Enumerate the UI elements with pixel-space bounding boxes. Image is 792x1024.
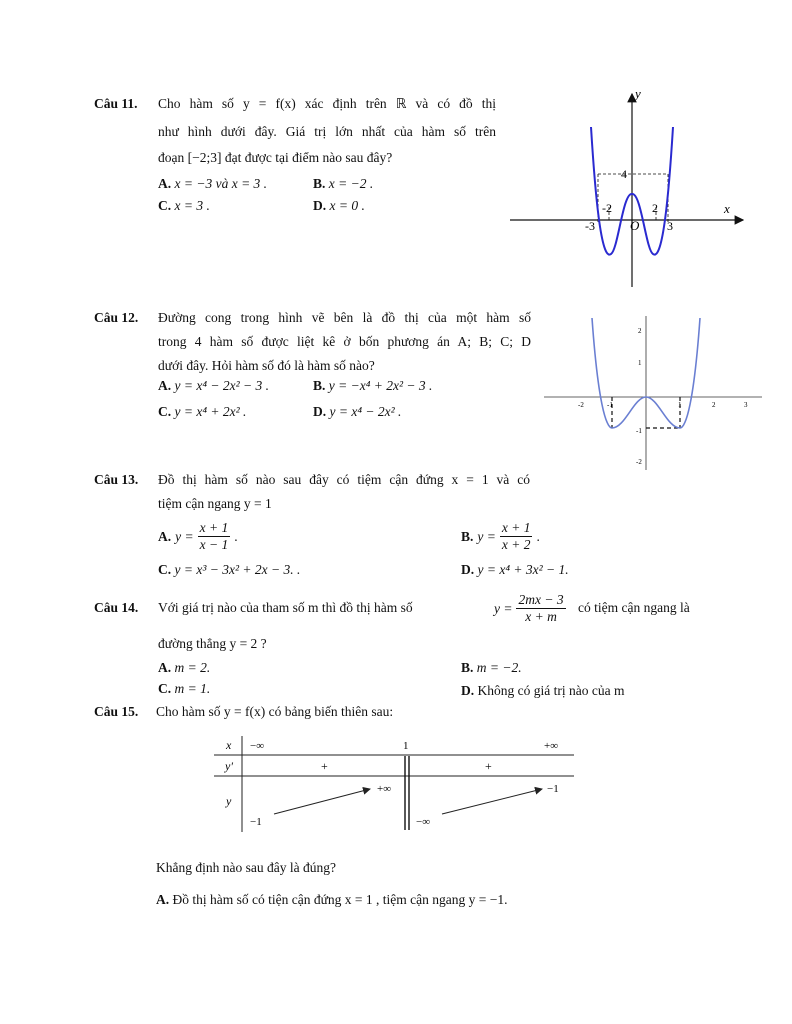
- numerator: x + 1: [501, 520, 531, 535]
- question-12-option-d[interactable]: D. y = x⁴ − 2x² .: [313, 404, 402, 419]
- numerator: x + 1: [199, 520, 229, 535]
- fraction: [516, 592, 565, 625]
- question-14-line-2: đường thẳng y = 2 ?: [158, 636, 267, 651]
- x-value-1: 1: [403, 740, 409, 752]
- question-13-option-b[interactable]: [461, 520, 540, 553]
- x-value-neg-inf: −∞: [250, 740, 265, 752]
- tick-x-minus-1: -1: [607, 401, 613, 409]
- tick-x-minus-2: -2: [578, 401, 584, 409]
- question-11-number: Câu 11.: [94, 96, 138, 111]
- tick-y-2: 2: [638, 327, 642, 335]
- row-label-y: y: [226, 794, 232, 808]
- function-lhs: y =: [494, 600, 513, 616]
- increase-arrow-left: [274, 789, 370, 814]
- numerator: 2mx − 3: [518, 592, 564, 607]
- question-11-option-a[interactable]: A. x = −3 và x = 3 .: [158, 176, 268, 191]
- question-15-option-a[interactable]: A. Đồ thị hàm số có tiện cận đứng x = 1 , tiệm cận ngang y = −1.: [156, 892, 508, 907]
- option-text: y = x⁴ − 2x² .: [329, 404, 402, 419]
- x-axis-label: x: [724, 201, 730, 216]
- question-13-line-2: tiệm cận ngang y = 1: [158, 496, 272, 511]
- question-15-number: Câu 15.: [94, 704, 139, 719]
- question-14-option-c[interactable]: C. m = 1.: [158, 681, 211, 696]
- row-label-y-prime: y': [225, 759, 233, 773]
- question-12-line-3: dưới đây. Hỏi hàm số đó là hàm số nào?: [158, 358, 375, 373]
- tick-y-minus-2: -2: [636, 458, 642, 466]
- question-11-graph: [505, 82, 750, 292]
- question-11-line-1: Cho hàm số y = f(x) xác định trên ℝ và có đồ thị: [158, 96, 496, 111]
- question-11-option-d[interactable]: D. x = 0 .: [313, 198, 365, 213]
- denominator: x − 1: [199, 537, 229, 552]
- option-text: x = −3 và x = 3 .: [174, 176, 268, 191]
- question-14-number: Câu 14.: [94, 600, 139, 615]
- tick-y-minus-1: -1: [636, 427, 642, 435]
- option-text: m = 1.: [174, 681, 211, 696]
- denominator: x + m: [525, 609, 557, 624]
- tick-x-3: 3: [744, 401, 748, 409]
- option-lhs: y =: [175, 528, 194, 544]
- option-text: m = −2.: [476, 660, 522, 675]
- tick-3: 3: [667, 219, 673, 233]
- option-end: .: [536, 528, 540, 544]
- question-14-function: [494, 592, 566, 625]
- option-lhs: y =: [477, 528, 496, 544]
- question-12-option-a[interactable]: A. y = x⁴ − 2x² − 3 .: [158, 378, 270, 393]
- question-12-graph: [540, 312, 765, 472]
- question-14-option-b[interactable]: B. m = −2.: [461, 660, 522, 675]
- y-value-left-end: +∞: [377, 783, 392, 795]
- tick-2: 2: [652, 201, 658, 215]
- option-text: y = x³ − 3x² + 2x − 3. .: [174, 562, 301, 577]
- sign-right: +: [485, 759, 492, 773]
- option-text: Không có giá trị nào của m: [477, 683, 625, 698]
- question-11-option-c[interactable]: C. x = 3 .: [158, 198, 210, 213]
- option-label: B.: [461, 528, 474, 544]
- question-11-line-2: như hình dưới đây. Giá trị lớn nhất của hàm số trên: [158, 124, 496, 139]
- question-13-option-d[interactable]: D. y = x⁴ + 3x² − 1.: [461, 562, 569, 577]
- x-value-pos-inf: +∞: [544, 740, 559, 752]
- option-text: y = x⁴ − 2x² − 3 .: [174, 378, 270, 393]
- question-13-option-c[interactable]: C. y = x³ − 3x² + 2x − 3. .: [158, 562, 301, 577]
- variation-table: [214, 732, 576, 834]
- tick-minus-3: -3: [585, 219, 595, 233]
- tick-x-1: 1: [678, 401, 682, 409]
- question-14-line-1: Với giá trị nào của tham số m thì đồ thị hàm số: [158, 600, 413, 615]
- question-11-line-3: đoạn [−2;3] đạt được tại điểm nào sau đây?: [158, 150, 393, 165]
- y-value-right-start: −∞: [416, 816, 431, 828]
- sign-left: +: [321, 759, 328, 773]
- question-14-option-a[interactable]: A. m = 2.: [158, 660, 211, 675]
- option-text: x = 0 .: [329, 198, 365, 213]
- question-13-line-1: Đồ thị hàm số nào sau đây có tiệm cận đứng x = 1 và có: [158, 472, 530, 487]
- question-12-line-1: Đường cong trong hình vẽ bên là đồ thị của một hàm số: [158, 310, 531, 325]
- question-12-line-2: trong 4 hàm số được liệt kê ở bốn phương án A; B; C; D: [158, 334, 531, 349]
- option-text: y = x⁴ + 3x² − 1.: [477, 562, 569, 577]
- fraction: [500, 520, 533, 553]
- option-label: A.: [158, 528, 172, 544]
- question-14-option-d[interactable]: D. Không có giá trị nào của m: [461, 683, 625, 698]
- question-11-option-b[interactable]: B. x = −2 .: [313, 176, 374, 191]
- option-text: Đồ thị hàm số có tiện cận đứng x = 1 , tiệm cận ngang y = −1.: [172, 892, 508, 907]
- y-value-right-end: −1: [547, 783, 559, 795]
- increase-arrow-right: [442, 789, 542, 814]
- option-text: m = 2.: [174, 660, 211, 675]
- question-15-prompt: Khẳng định nào sau đây là đúng?: [156, 860, 336, 875]
- question-12-option-c[interactable]: C. y = x⁴ + 2x² .: [158, 404, 247, 419]
- question-12-option-b[interactable]: B. y = −x⁴ + 2x² − 3 .: [313, 378, 433, 393]
- option-text: x = −2 .: [328, 176, 374, 191]
- question-13-number: Câu 13.: [94, 472, 139, 487]
- tick-y-1: 1: [638, 359, 642, 367]
- option-text: y = x⁴ + 2x² .: [174, 404, 247, 419]
- question-12-number: Câu 12.: [94, 310, 139, 325]
- tick-x-2: 2: [712, 401, 716, 409]
- tick-4: 4: [621, 167, 627, 181]
- y-axis-label: y: [635, 86, 641, 101]
- option-text: x = 3 .: [174, 198, 210, 213]
- origin-label: O: [630, 218, 640, 233]
- tick-minus-2: -2: [602, 201, 612, 215]
- y-value-left-start: −1: [250, 816, 262, 828]
- question-14-line-1-end: có tiệm cận ngang là: [578, 600, 690, 615]
- question-13-option-a[interactable]: [158, 520, 238, 553]
- question-15-line-1: Cho hàm số y = f(x) có bảng biến thiên sau:: [156, 704, 394, 719]
- fraction: [198, 520, 231, 553]
- option-end: .: [234, 528, 238, 544]
- row-label-x: x: [226, 738, 232, 752]
- option-text: y = −x⁴ + 2x² − 3 .: [328, 378, 433, 393]
- denominator: x + 2: [501, 537, 531, 552]
